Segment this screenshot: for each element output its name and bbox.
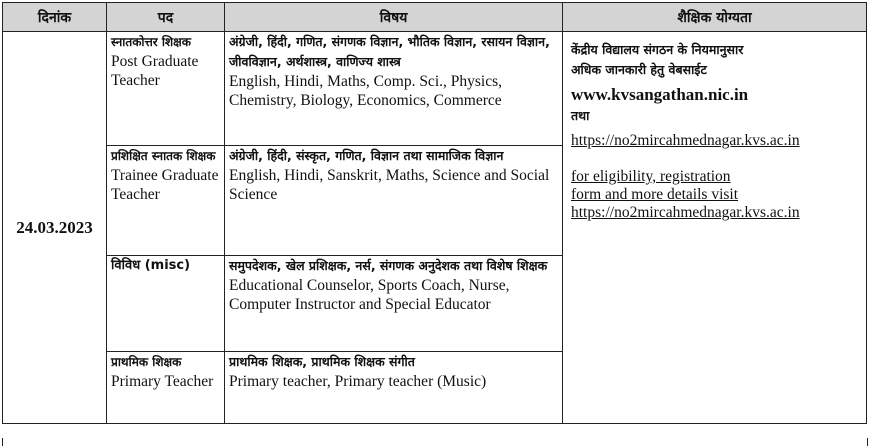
post-cell <box>107 146 225 256</box>
subject-cell <box>225 32 563 146</box>
post-english: Primary Teacher <box>111 373 214 390</box>
header-qualification: शैक्षिक योग्यता <box>563 3 867 32</box>
header-post: पद <box>107 3 225 32</box>
interview-date: 24.03.2023 <box>3 32 107 424</box>
subject-hindi: अंग्रेजी, हिंदी, संस्कृत, गणित, विज्ञान तथा सामाजिक विज्ञान <box>229 148 504 163</box>
school-website-link-2[interactable]: https://no2mircahmednagar.kvs.ac.in <box>571 204 800 221</box>
subject-hindi: समुपदेशक, खेल प्रशिक्षक, नर्स, संगणक अनुदेशक तथा विशेष शिक्षक <box>229 258 548 273</box>
eligibility-text-2[interactable]: form and more details visit <box>571 186 739 203</box>
subject-cell <box>225 256 563 352</box>
subject-english: English, Hindi, Maths, Comp. Sci., Physics, Chemistry, Biology, Economics, Commerce <box>229 73 502 109</box>
qualification-line-2: अधिक जानकारी हेतु वेबसाईट <box>571 62 707 77</box>
post-cell <box>107 256 225 352</box>
school-website-link[interactable]: https://no2mircahmednagar.kvs.ac.in <box>571 132 800 149</box>
post-english: Trainee Graduate Teacher <box>111 167 219 203</box>
qualification-cell <box>563 32 867 424</box>
subject-hindi: अंग्रेजी, हिंदी, गणित, संगणक विज्ञान, भौतिक विज्ञान, रसायन विज्ञान, जीवविज्ञान, अर्थशास्त्र, वाणिज्य शास्त्र <box>229 34 550 69</box>
table-row <box>3 32 867 146</box>
post-hindi: प्राथमिक शिक्षक <box>111 355 182 369</box>
post-hindi: विविध (misc) <box>111 258 191 273</box>
post-hindi: प्रशिक्षित स्नातक शिक्षक <box>111 149 216 163</box>
header-date: दिनांक <box>3 3 107 32</box>
subject-english: Primary teacher, Primary teacher (Music) <box>229 373 487 390</box>
post-english: Post Graduate Teacher <box>111 53 199 89</box>
post-cell <box>107 352 225 424</box>
qualification-and: तथा <box>571 108 590 123</box>
kvs-website: www.kvsangathan.nic.in <box>571 85 749 104</box>
post-cell <box>107 32 225 146</box>
post-hindi: स्नातकोत्तर शिक्षक <box>111 35 191 49</box>
subject-cell <box>225 352 563 424</box>
subject-cell <box>225 146 563 256</box>
qualification-line-1: केंद्रीय विद्यालय संगठन के नियमानुसार <box>571 42 744 57</box>
subject-hindi: प्राथमिक शिक्षक, प्राथमिक शिक्षक संगीत <box>229 354 415 369</box>
eligibility-text-1[interactable]: for eligibility, registration <box>571 168 731 185</box>
header-row <box>3 3 867 32</box>
header-subject: विषय <box>225 3 563 32</box>
subject-english: Educational Counselor, Sports Coach, Nurse, Computer Instructor and Special Educator <box>229 277 510 313</box>
subject-english: English, Hindi, Sanskrit, Maths, Science and Social Science <box>229 167 550 203</box>
recruitment-table <box>2 2 867 424</box>
